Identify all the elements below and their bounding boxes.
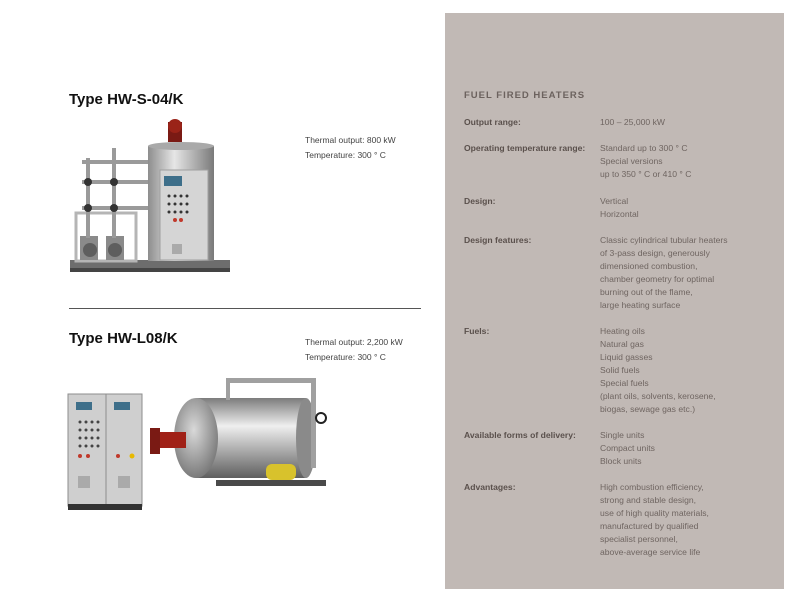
spec-label: Design: (464, 196, 496, 206)
spec-value (600, 429, 780, 468)
spec-value-line: Compact units (600, 443, 655, 453)
spec-value-line: Special versions (600, 156, 663, 166)
product-title-hw-l08k: Type HW-L08/K (69, 330, 178, 347)
spec-value (600, 325, 780, 416)
spec-value-line: use of high quality materials, (600, 508, 709, 518)
product-title-hw-s-04k: Type HW-S-04/K (69, 91, 184, 108)
spec-value-line: of 3-pass design, generously (600, 248, 710, 258)
spec-value-line: dimensioned combustion, (600, 261, 698, 271)
spec-value (600, 481, 780, 559)
spec-label: Fuels: (464, 326, 490, 336)
spec-value-line: Classic cylindrical tubular heaters (600, 235, 728, 245)
spec-value-line: above-average service life (600, 547, 701, 557)
spec-value-line: specialist personnel, (600, 534, 678, 544)
thermal-output: Thermal output: 2,200 kW (305, 337, 403, 347)
spec-value-line: Special fuels (600, 378, 649, 388)
spec-value (600, 142, 780, 181)
spec-label: Advantages: (464, 482, 516, 492)
temperature: Temperature: 300 ° C (305, 150, 386, 160)
product-specs-hw-s-04k (305, 133, 396, 163)
spec-value-line: manufactured by qualified (600, 521, 699, 531)
spec-value-line: chamber geometry for optimal (600, 274, 715, 284)
spec-value-line: burning out of the flame, (600, 287, 693, 297)
spec-label: Operating temperature range: (464, 143, 586, 153)
spec-value-line: strong and stable design, (600, 495, 697, 505)
spec-label: Output range: (464, 117, 521, 127)
spec-value-line: biogas, sewage gas etc.) (600, 404, 696, 414)
spec-value (600, 116, 780, 129)
spec-value (600, 234, 780, 312)
spec-value-line: Natural gas (600, 339, 644, 349)
spec-value-line: Standard up to 300 ° C (600, 143, 688, 153)
spec-value-line: Single units (600, 430, 645, 440)
spec-label: Design features: (464, 235, 532, 245)
thermal-output: Thermal output: 800 kW (305, 135, 396, 145)
panel-heading: FUEL FIRED HEATERS (464, 90, 586, 101)
spec-value-line: Horizontal (600, 209, 639, 219)
heater-image-horizontal (66, 368, 336, 516)
spec-value-line: Heating oils (600, 326, 645, 336)
section-divider (69, 308, 421, 309)
spec-value-line: Solid fuels (600, 365, 640, 375)
spec-value-line: Liquid gasses (600, 352, 653, 362)
spec-value-line: Block units (600, 456, 642, 466)
fuel-fired-heaters-panel (445, 13, 784, 589)
product-specs-hw-l08k (305, 335, 403, 365)
spec-value-line: Vertical (600, 196, 629, 206)
spec-value-line: large heating surface (600, 300, 681, 310)
heater-image-vertical (68, 118, 233, 278)
spec-value (600, 195, 780, 221)
spec-value-line: 100 – 25,000 kW (600, 117, 665, 127)
spec-value-line: (plant oils, solvents, kerosene, (600, 391, 716, 401)
spec-label: Available forms of delivery: (464, 430, 576, 440)
temperature: Temperature: 300 ° C (305, 352, 386, 362)
spec-value-line: High combustion efficiency, (600, 482, 704, 492)
spec-value-line: up to 350 ° C or 410 ° C (600, 169, 692, 179)
